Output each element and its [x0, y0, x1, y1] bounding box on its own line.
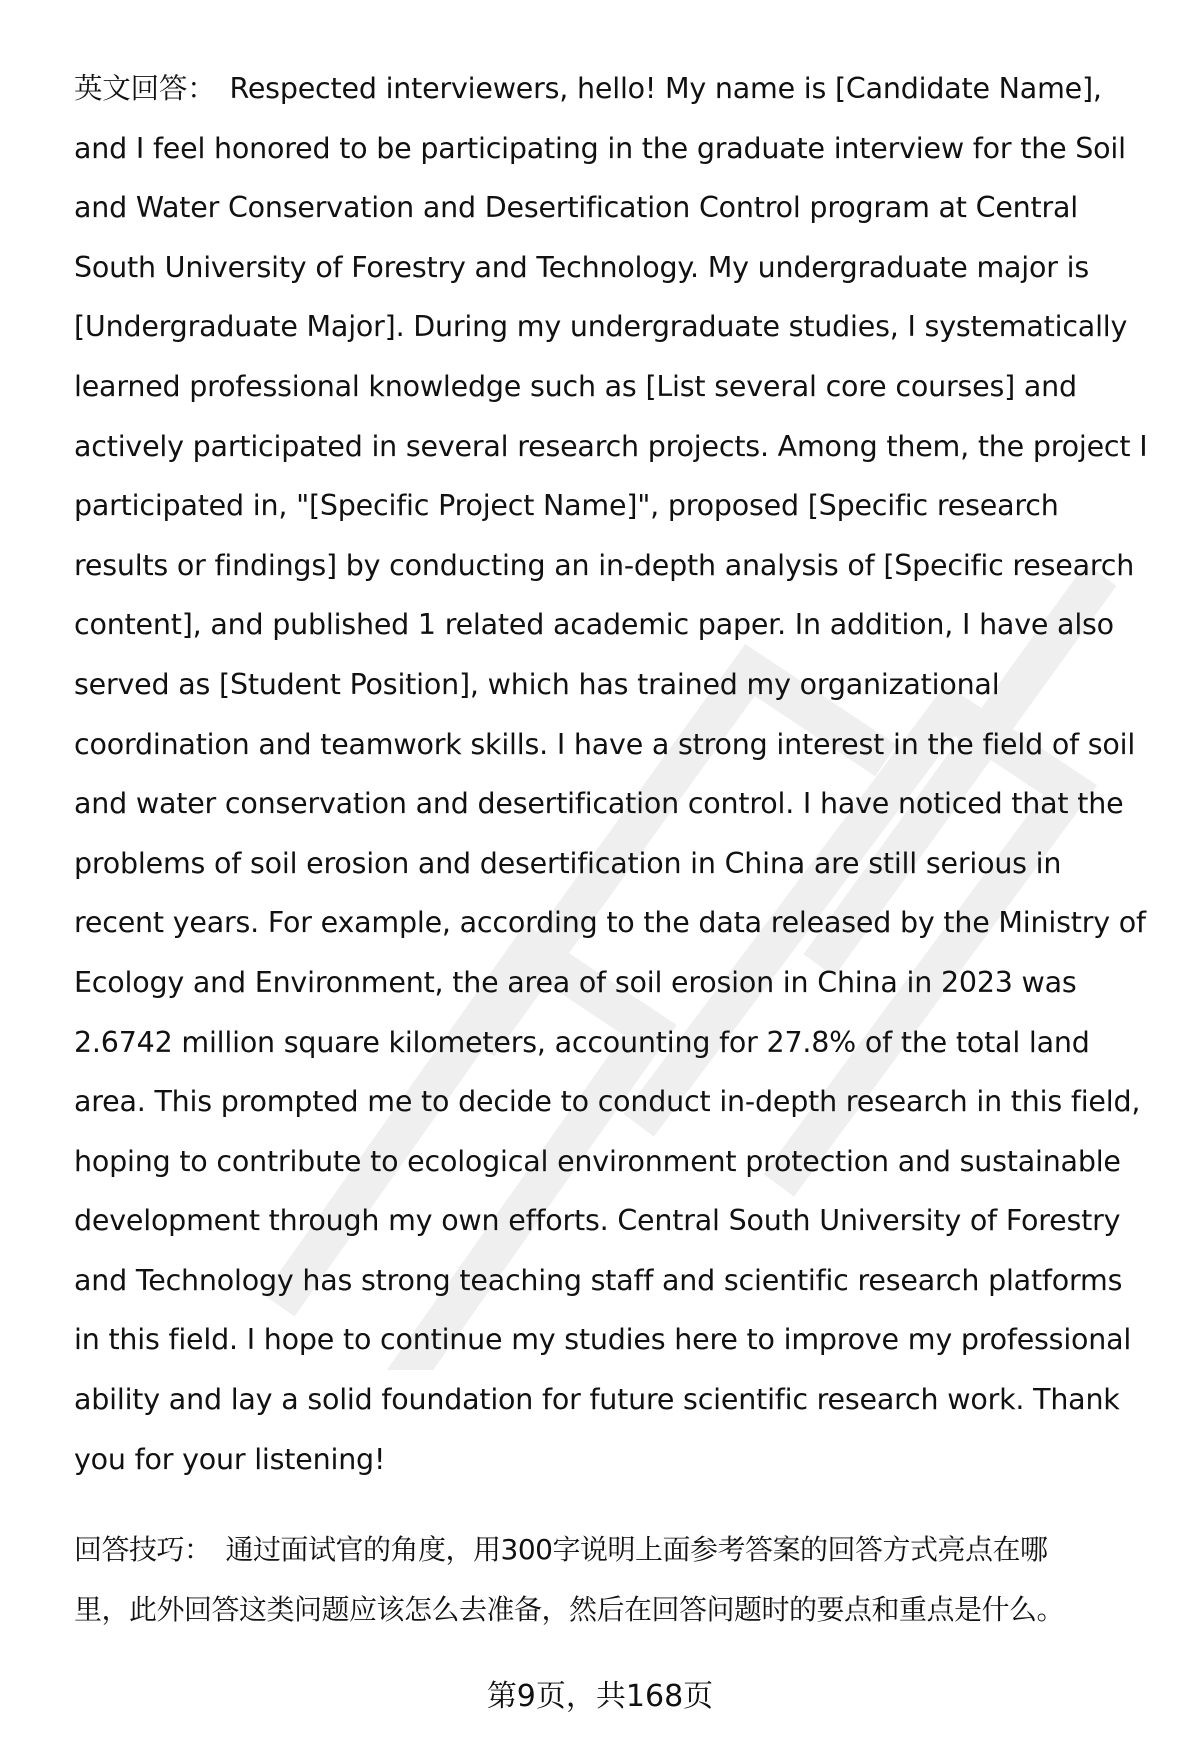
answer-line: you for your listening!: [74, 1442, 386, 1476]
answer-line: recent years. For example, according to the data released by the Ministry of: [74, 906, 1146, 940]
answer-line: participated in, "[Specific Project Name]", proposed [Specific research: [74, 489, 1059, 523]
tips-label: 回答技巧：: [74, 1533, 212, 1566]
answer-line: in this field. I hope to continue my studies here to improve my professional: [74, 1323, 1132, 1357]
answer-line: results or findings] by conducting an in-depth analysis of [Specific research: [74, 548, 1135, 582]
answer-line: problems of soil erosion and desertification in China are still serious in: [74, 846, 1062, 880]
answer-line: actively participated in several research projects. Among them, the project I: [74, 429, 1148, 463]
answer-line: ability and lay a solid foundation for future scientific research work. Thank: [74, 1383, 1120, 1417]
answer-line: South University of Forestry and Technology. My undergraduate major is: [74, 250, 1089, 284]
answer-line: Ecology and Environment, the area of soil erosion in China in 2023 was: [74, 965, 1077, 999]
answer-line: learned professional knowledge such as [List several core courses] and: [74, 369, 1077, 403]
answer-line: content], and published 1 related academic paper. In addition, I have also: [74, 608, 1114, 642]
answer-section: [74, 59, 1154, 1489]
answer-label: 英文回答：: [74, 72, 216, 105]
answer-line: and Technology has strong teaching staff and scientific research platforms: [74, 1263, 1123, 1297]
page-indicator: 第9页，共168页: [486, 1679, 714, 1714]
answer-line: coordination and teamwork skills. I have a strong interest in the field of soil: [74, 727, 1136, 761]
answer-line: and Water Conservation and Desertification Control program at Central: [74, 191, 1079, 225]
answer-line: 英文回答： Respected interviewers, hello! My name is [Candidate Name],: [74, 72, 1102, 105]
tips-section: [74, 1520, 1154, 1639]
answer-line: area. This prompted me to decide to conduct in-depth research in this field,: [74, 1085, 1141, 1119]
answer-line: development through my own efforts. Central South University of Forestry: [74, 1204, 1121, 1238]
answer-line: hoping to contribute to ecological environment protection and sustainable: [74, 1144, 1121, 1178]
tips-line: 里，此外回答这类问题应该怎么去准备，然后在回答问题时的要点和重点是什么。: [74, 1592, 1065, 1626]
tips-line: 回答技巧： 通过面试官的角度，用300字说明上面参考答案的回答方式亮点在哪: [74, 1533, 1048, 1566]
answer-line: and water conservation and desertification control. I have noticed that the: [74, 787, 1124, 821]
answer-line: 2.6742 million square kilometers, accounting for 27.8% of the total land: [74, 1025, 1090, 1059]
answer-line: served as [Student Position], which has trained my organizational: [74, 667, 1000, 701]
answer-line: [Undergraduate Major]. During my undergraduate studies, I systematically: [74, 310, 1128, 344]
answer-line: and I feel honored to be participating in the graduate interview for the Soil: [74, 131, 1126, 165]
